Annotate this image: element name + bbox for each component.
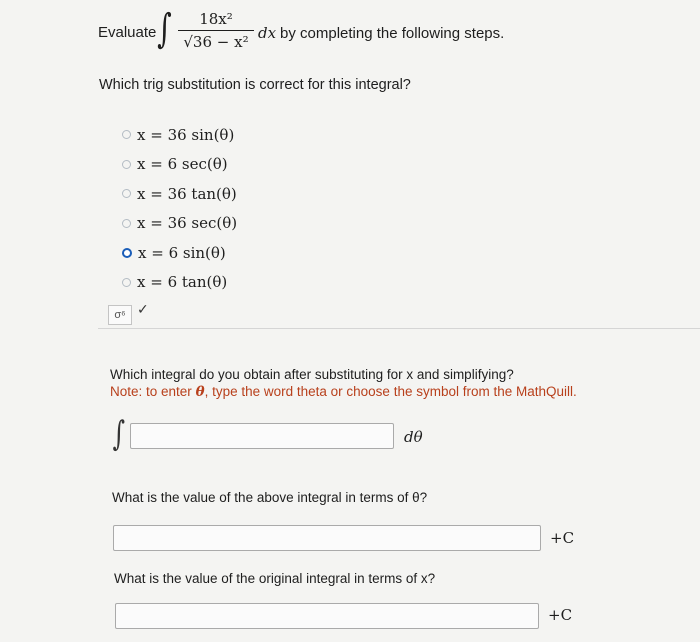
radio-button-selected[interactable] [122, 248, 132, 258]
differential-dx: dx [258, 24, 277, 42]
option-label: x = 6 tan(θ) [137, 273, 228, 292]
radio-button[interactable] [122, 189, 131, 198]
question-2-note [110, 384, 577, 400]
radio-button[interactable] [122, 160, 131, 169]
option-6[interactable] [122, 268, 237, 298]
note-prefix: Note: to enter [110, 384, 196, 399]
check-answer-button[interactable]: σ⁶ [108, 305, 132, 325]
radio-button[interactable] [122, 219, 131, 228]
option-3[interactable] [122, 179, 237, 209]
plus-c-label: +C [548, 606, 573, 624]
option-5-selected[interactable] [122, 238, 237, 268]
note-theta: θ [195, 384, 205, 400]
question-4-text: What is the value of the original integral in terms of x? [114, 571, 436, 586]
option-2[interactable] [122, 150, 237, 180]
option-label: x = 6 sin(θ) [138, 243, 226, 262]
option-label: x = 36 sec(θ) [137, 214, 238, 233]
option-1[interactable] [122, 120, 237, 150]
integrand-numerator: 18x² [199, 10, 233, 28]
evaluate-label: Evaluate [98, 24, 157, 41]
problem-statement [98, 8, 658, 58]
differential-dtheta: dθ [404, 428, 423, 446]
substitution-options [122, 120, 237, 297]
option-label: x = 6 sec(θ) [137, 155, 228, 174]
integrand-fraction [176, 8, 256, 53]
x-integral-answer-input[interactable] [115, 603, 539, 629]
option-label: x = 36 sin(θ) [137, 125, 235, 144]
radio-button[interactable] [122, 278, 131, 287]
integrand-denominator: √36 − x² [183, 33, 249, 51]
question-1-text: Which trig substitution is correct for this integral? [99, 77, 411, 93]
radio-button[interactable] [122, 130, 131, 139]
option-label: x = 36 tan(θ) [137, 184, 237, 203]
question-3-text: What is the value of the above integral in terms of θ? [112, 490, 428, 505]
problem-suffix: by completing the following steps. [280, 25, 505, 42]
integral-symbol: ∫ [157, 6, 172, 52]
checkmark-icon: ✓ [137, 301, 149, 317]
question-2-text: Which integral do you obtain after substituting for x and simplifying? [110, 367, 514, 382]
theta-integral-answer-input[interactable] [113, 525, 541, 551]
integral-answer-input[interactable] [130, 423, 394, 449]
note-suffix: , type the word theta or choose the symbol from the MathQuill. [204, 384, 577, 399]
plus-c-label: +C [550, 529, 575, 547]
integral-symbol: ∫ [112, 414, 126, 454]
option-4[interactable] [122, 209, 237, 239]
